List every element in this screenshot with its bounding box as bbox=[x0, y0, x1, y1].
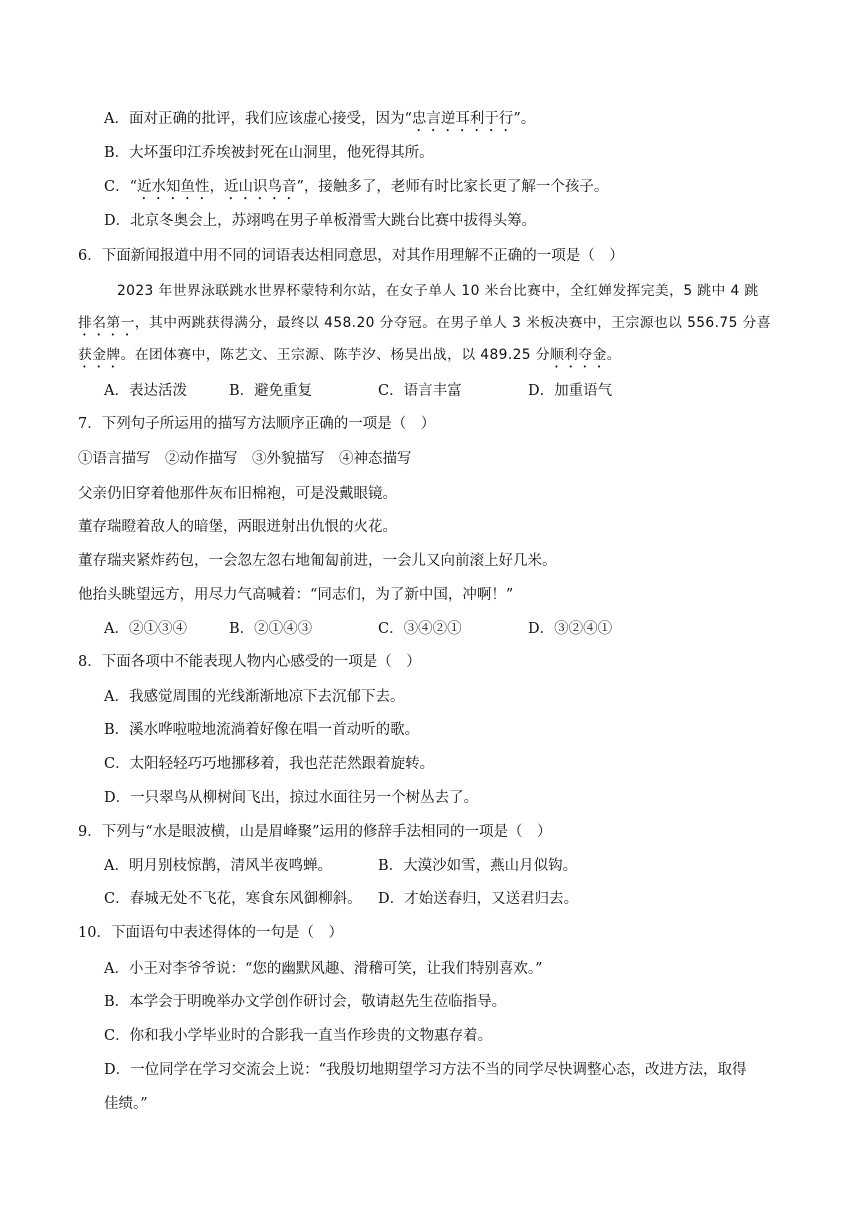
q7-sentence-3: 董存瑞夹紧炸药包，一会忽左忽右地匍匐前进，一会儿又向前滚上好几米。 bbox=[78, 553, 557, 569]
q7-methods: ①语言描写 ②动作描写 ③外貌描写 ④神态描写 bbox=[78, 451, 412, 467]
q10-option-b: B．本学会于明晚举办文学创作研讨会，敬请赵先生莅临指导。 bbox=[104, 994, 507, 1010]
q6-stem: 6．下面新闻报道中用不同的词语表达相同意思，对其作用理解不正确的一项是（ ） bbox=[78, 248, 624, 264]
q6-emphasis-gold: 获金牌 bbox=[78, 347, 121, 363]
q5-option-d-text: D．北京冬奥会上，苏翊鸣在男子单板滑雪大跳台比赛中拔得头筹。 bbox=[104, 213, 537, 229]
q5-option-c-emphasis-1: 近水知鱼性 bbox=[137, 179, 210, 195]
q7-stem: 7．下列句子所运用的描写方法顺序正确的一项是（ ） bbox=[78, 416, 436, 432]
q7-sentence-1: 父亲仍旧穿着他那件灰布旧棉袍，可是没戴眼镜。 bbox=[78, 486, 397, 502]
q6-passage-line-3-text: 。在团体赛中，陈艺文、王宗源、陈芋汐、杨昊出战，以 489.25 分 bbox=[120, 347, 550, 363]
q7-sentence-2: 董存瑞瞪着敌人的暗堡，两眼迸射出仇恨的火花。 bbox=[78, 519, 397, 535]
q5-option-a-text: A．面对正确的批评，我们应该虚心接受，因为“ bbox=[104, 111, 412, 127]
q9-option-d: D．才始送春归，又送君归去。 bbox=[378, 891, 579, 907]
q10-option-d-line-1: D．一位同学在学习交流会上说：“我殷切地期望学习方法不当的同学尽快调整心态，改进方法，取得 bbox=[104, 1062, 747, 1078]
q10-option-a: A．小王对李爷爷说：“您的幽默风趣、滑稽可笑，让我们特别喜欢。” bbox=[104, 961, 543, 977]
q6-passage-line-2 bbox=[78, 313, 771, 339]
q5-option-c-text: C．“ bbox=[104, 179, 138, 195]
q5-option-d bbox=[104, 211, 536, 231]
q5-option-a-emphasis: 忠言逆耳利于行 bbox=[411, 111, 514, 127]
q8-option-c: C．太阳轻轻巧巧地挪移着，我也茫茫然跟着旋转。 bbox=[104, 756, 435, 772]
q8-option-d: D．一只翠鸟从柳树间飞出，掠过水面往另一个树丛去了。 bbox=[104, 790, 479, 806]
q5-option-c bbox=[104, 177, 608, 203]
q5-option-c-comma: ， bbox=[209, 179, 225, 195]
q6-passage-line-3-end: 。 bbox=[606, 347, 621, 363]
q9-option-c: C．春城无处不飞花，寒食东风御柳斜。 bbox=[104, 891, 362, 907]
q8-option-a: A．我感觉周围的光线渐渐地凉下去沉郁下去。 bbox=[104, 689, 405, 705]
q9-stem: 9．下列与“水是眼波横，山是眉峰聚”运用的修辞手法相同的一项是（ ） bbox=[78, 824, 552, 840]
q7-option-d: D．③②④① bbox=[528, 621, 613, 637]
q5-option-b: B．大坏蛋印江乔埃被封死在山洞里，他死得其所。 bbox=[104, 145, 434, 161]
q10-option-c: C．你和我小学毕业时的合影我一直当作珍贵的文物惠存着。 bbox=[104, 1028, 493, 1044]
q7-option-a: A．②①③④ bbox=[104, 621, 187, 637]
q6-option-a: A．表达活泼 bbox=[104, 383, 187, 399]
q7-option-c: C．③④②① bbox=[378, 621, 462, 637]
q5-option-c-emphasis-2: 近山识鸟音 bbox=[224, 179, 297, 195]
q6-passage-line-1: 2023 年世界泳联跳水世界杯蒙特利尔站，在女子单人 10 米台比赛中，全红婵发挥完美，5 跳中 4 跳 bbox=[117, 283, 759, 299]
q10-option-d-line-2: 佳绩。” bbox=[104, 1096, 148, 1112]
q6-option-b: B．避免重复 bbox=[229, 383, 313, 399]
q6-option-d: D．加重语气 bbox=[528, 383, 613, 399]
q9-option-b: B．大漠沙如雪，燕山月似钩。 bbox=[378, 858, 578, 874]
q7-option-b: B．②①④③ bbox=[229, 621, 313, 637]
q6-passage-line-2-text: ，其中两跳获得满分，最终以 458.20 分夺冠。在男子单人 3 米板决赛中，王宗源也以 556.75 分喜 bbox=[134, 315, 771, 331]
q6-emphasis-win: 顺利夺金 bbox=[549, 347, 607, 363]
q6-passage-line-3 bbox=[78, 345, 621, 371]
q8-option-b: B．溪水哗啦啦地流淌着好像在唱一首动听的歌。 bbox=[104, 722, 420, 738]
q9-option-a: A．明月别枝惊鹊，清风半夜鸣蝉。 bbox=[104, 858, 332, 874]
q6-option-c: C．语言丰富 bbox=[378, 383, 462, 399]
q8-stem: 8．下面各项中不能表现人物内心感受的一项是（ ） bbox=[78, 654, 421, 670]
q5-option-c-end: ”，接触多了，老师有时比家长更了解一个孩子。 bbox=[296, 179, 609, 195]
q7-sentence-4: 他抬头眺望远方，用尽力气高喊着：“同志们，为了新中国，冲啊！” bbox=[78, 587, 514, 603]
q10-stem: 10．下面语句中表述得体的一句是（ ） bbox=[78, 925, 343, 941]
q5-option-a bbox=[104, 109, 535, 135]
q6-emphasis-rank-first: 排名第一 bbox=[78, 315, 135, 331]
q5-option-a-end: ”。 bbox=[513, 111, 536, 127]
